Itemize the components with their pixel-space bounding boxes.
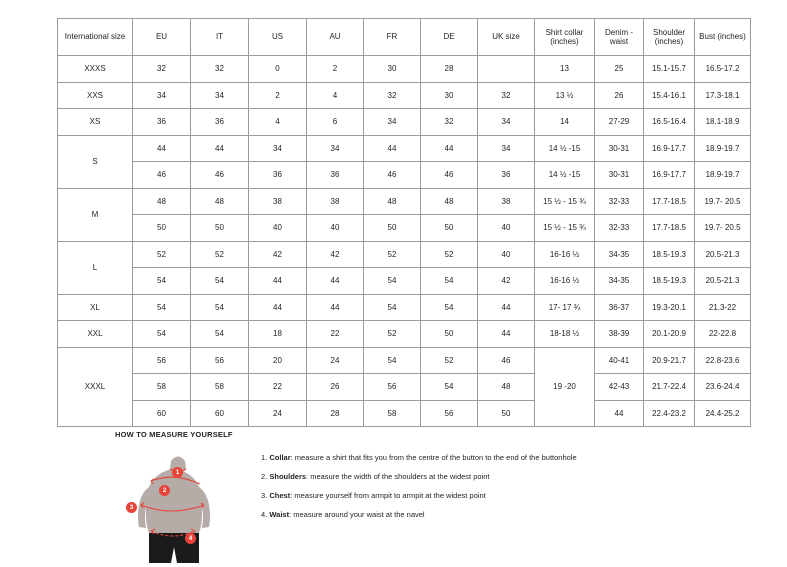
cell-shoulder: 17.7-18.5: [644, 188, 695, 215]
cell-uk-size: 40: [478, 215, 535, 242]
column-header-de: DE: [421, 19, 478, 56]
cell-fr: 46: [364, 162, 421, 189]
step-label: Chest: [269, 490, 291, 500]
measurement-step: [261, 472, 715, 483]
column-header-shirt-collar: Shirt collar (inches): [535, 19, 595, 56]
table-row: [58, 109, 751, 136]
size-chart-container: [57, 18, 746, 427]
cell-shoulder: 22.4-23.2: [644, 400, 695, 427]
column-header-eu: EU: [133, 19, 191, 56]
cell-international-size: XXL: [58, 321, 133, 348]
cell-denim-waist: 40-41: [595, 347, 644, 374]
cell-international-size: XXXS: [58, 56, 133, 83]
cell-us: 18: [249, 321, 307, 348]
size-chart-table: [57, 18, 751, 427]
cell-bust: 22-22.8: [695, 321, 751, 348]
cell-international-size: XL: [58, 294, 133, 321]
how-to-measure-title: HOW TO MEASURE YOURSELF: [115, 430, 233, 439]
callout-marker-1: 1: [172, 467, 183, 478]
callout-marker-2: 2: [159, 485, 170, 496]
step-label: Shoulders: [269, 471, 307, 481]
cell-shirt-collar: 16-16 ½: [535, 268, 595, 295]
cell-international-size: XXXL: [58, 347, 133, 427]
measurement-step: [261, 510, 715, 521]
cell-bust: 23.6-24.4: [695, 374, 751, 401]
cell-shirt-collar: 13 ½: [535, 82, 595, 109]
cell-it: 50: [191, 215, 249, 242]
cell-denim-waist: 44: [595, 400, 644, 427]
cell-fr: 32: [364, 82, 421, 109]
cell-de: 54: [421, 374, 478, 401]
table-row: [58, 82, 751, 109]
cell-de: 32: [421, 109, 478, 136]
step-number: 2.: [261, 471, 268, 481]
cell-bust: 19.7- 20.5: [695, 188, 751, 215]
cell-fr: 54: [364, 347, 421, 374]
cell-fr: 50: [364, 215, 421, 242]
cell-denim-waist: 30-31: [595, 135, 644, 162]
cell-bust: 20.5-21.3: [695, 268, 751, 295]
cell-uk-size: 44: [478, 294, 535, 321]
cell-denim-waist: 30-31: [595, 162, 644, 189]
cell-denim-waist: 32-33: [595, 215, 644, 242]
cell-international-size: L: [58, 241, 133, 294]
cell-us: 20: [249, 347, 307, 374]
cell-it: 54: [191, 268, 249, 295]
cell-de: 54: [421, 294, 478, 321]
step-number: 4.: [261, 509, 268, 519]
cell-de: 46: [421, 162, 478, 189]
cell-us: 44: [249, 268, 307, 295]
cell-fr: 58: [364, 400, 421, 427]
table-row: [58, 188, 751, 215]
cell-shirt-collar: 14 ½ -15: [535, 162, 595, 189]
cell-denim-waist: 36-37: [595, 294, 644, 321]
cell-it: 46: [191, 162, 249, 189]
cell-au: 44: [307, 294, 364, 321]
cell-au: 28: [307, 400, 364, 427]
cell-shoulder: 18.5-19.3: [644, 241, 695, 268]
cell-shirt-collar: 14 ½ -15: [535, 135, 595, 162]
measurement-step: [261, 491, 715, 502]
table-row: [58, 241, 751, 268]
cell-it: 52: [191, 241, 249, 268]
cell-bust: 16.5-17.2: [695, 56, 751, 83]
callout-marker-4: 4: [185, 533, 196, 544]
cell-bust: 22.8-23.6: [695, 347, 751, 374]
cell-de: 44: [421, 135, 478, 162]
cell-au: 26: [307, 374, 364, 401]
step-label: Collar: [269, 453, 291, 462]
cell-denim-waist: 34-35: [595, 241, 644, 268]
cell-shoulder: 20.1-20.9: [644, 321, 695, 348]
cell-bust: 18.9-19.7: [695, 135, 751, 162]
cell-shirt-collar: 13: [535, 56, 595, 83]
cell-denim-waist: 42-43: [595, 374, 644, 401]
cell-au: 2: [307, 56, 364, 83]
table-row: [58, 162, 751, 189]
cell-international-size: S: [58, 135, 133, 188]
table-row: [58, 268, 751, 295]
cell-us: 44: [249, 294, 307, 321]
cell-de: 28: [421, 56, 478, 83]
cell-international-size: M: [58, 188, 133, 241]
cell-it: 54: [191, 294, 249, 321]
cell-eu: 54: [133, 268, 191, 295]
cell-fr: 44: [364, 135, 421, 162]
step-number: 1.: [261, 453, 268, 462]
cell-eu: 58: [133, 374, 191, 401]
cell-au: 38: [307, 188, 364, 215]
cell-us: 36: [249, 162, 307, 189]
cell-it: 32: [191, 56, 249, 83]
cell-bust: 18.1-18.9: [695, 109, 751, 136]
cell-eu: 60: [133, 400, 191, 427]
cell-de: 30: [421, 82, 478, 109]
cell-au: 40: [307, 215, 364, 242]
cell-fr: 54: [364, 294, 421, 321]
cell-shirt-collar: 16-16 ½: [535, 241, 595, 268]
cell-bust: 20.5-21.3: [695, 241, 751, 268]
cell-eu: 32: [133, 56, 191, 83]
column-header-uk-size: UK size: [478, 19, 535, 56]
cell-eu: 48: [133, 188, 191, 215]
column-header-denim-waist: Denim - waist: [595, 19, 644, 56]
cell-shirt-collar: 15 ½ - 15 ¾: [535, 188, 595, 215]
table-row: [58, 215, 751, 242]
callout-marker-3: 3: [126, 502, 137, 513]
cell-denim-waist: 27-29: [595, 109, 644, 136]
cell-de: 48: [421, 188, 478, 215]
cell-fr: 34: [364, 109, 421, 136]
cell-us: 0: [249, 56, 307, 83]
cell-shoulder: 16.5-16.4: [644, 109, 695, 136]
step-label: Waist: [269, 509, 290, 519]
cell-uk-size: [478, 56, 535, 83]
cell-au: 34: [307, 135, 364, 162]
how-to-measure-section: [115, 430, 715, 565]
cell-shoulder: 18.5-19.3: [644, 268, 695, 295]
measurement-steps-list: [255, 445, 715, 529]
column-header-fr: FR: [364, 19, 421, 56]
cell-shoulder: 15.4-16.1: [644, 82, 695, 109]
table-body: [58, 56, 751, 427]
cell-it: 36: [191, 109, 249, 136]
cell-it: 54: [191, 321, 249, 348]
cell-it: 56: [191, 347, 249, 374]
cell-uk-size: 40: [478, 241, 535, 268]
table-row: [58, 347, 751, 374]
cell-fr: 52: [364, 321, 421, 348]
cell-au: 24: [307, 347, 364, 374]
cell-shoulder: 17.7-18.5: [644, 215, 695, 242]
cell-fr: 48: [364, 188, 421, 215]
cell-denim-waist: 32-33: [595, 188, 644, 215]
cell-au: 4: [307, 82, 364, 109]
cell-au: 36: [307, 162, 364, 189]
cell-de: 56: [421, 400, 478, 427]
cell-shirt-collar: 18-18 ½: [535, 321, 595, 348]
column-header-us: US: [249, 19, 307, 56]
column-header-au: AU: [307, 19, 364, 56]
body-figure: [115, 445, 255, 565]
cell-uk-size: 46: [478, 347, 535, 374]
cell-us: 38: [249, 188, 307, 215]
cell-eu: 54: [133, 294, 191, 321]
table-header-row: [58, 19, 751, 56]
cell-au: 44: [307, 268, 364, 295]
cell-it: 58: [191, 374, 249, 401]
cell-us: 40: [249, 215, 307, 242]
cell-us: 22: [249, 374, 307, 401]
step-text: : measure a shirt that fits you from the centre of the button to the end of the buttonhole: [290, 453, 577, 462]
cell-denim-waist: 25: [595, 56, 644, 83]
cell-uk-size: 34: [478, 135, 535, 162]
cell-it: 48: [191, 188, 249, 215]
cell-uk-size: 34: [478, 109, 535, 136]
cell-au: 22: [307, 321, 364, 348]
cell-international-size: XXS: [58, 82, 133, 109]
cell-eu: 56: [133, 347, 191, 374]
cell-shoulder: 16.9-17.7: [644, 162, 695, 189]
cell-shirt-collar: 15 ½ - 15 ¾: [535, 215, 595, 242]
cell-us: 4: [249, 109, 307, 136]
cell-eu: 54: [133, 321, 191, 348]
cell-eu: 34: [133, 82, 191, 109]
cell-us: 2: [249, 82, 307, 109]
cell-bust: 19.7- 20.5: [695, 215, 751, 242]
cell-denim-waist: 38-39: [595, 321, 644, 348]
cell-au: 42: [307, 241, 364, 268]
cell-de: 50: [421, 215, 478, 242]
cell-denim-waist: 34-35: [595, 268, 644, 295]
cell-bust: 18.9-19.7: [695, 162, 751, 189]
cell-shirt-collar: 19 -20: [535, 347, 595, 427]
step-text: : measure the width of the shoulders at the widest point: [306, 471, 490, 481]
table-row: [58, 400, 751, 427]
cell-eu: 50: [133, 215, 191, 242]
cell-bust: 21.3-22: [695, 294, 751, 321]
cell-shoulder: 16.9-17.7: [644, 135, 695, 162]
cell-uk-size: 38: [478, 188, 535, 215]
cell-eu: 52: [133, 241, 191, 268]
cell-shoulder: 21.7-22.4: [644, 374, 695, 401]
cell-eu: 36: [133, 109, 191, 136]
cell-us: 24: [249, 400, 307, 427]
cell-international-size: XS: [58, 109, 133, 136]
cell-it: 34: [191, 82, 249, 109]
column-header-shoulder: Shoulder (inches): [644, 19, 695, 56]
cell-de: 52: [421, 241, 478, 268]
cell-shoulder: 15.1-15.7: [644, 56, 695, 83]
column-header-bust: Bust (inches): [695, 19, 751, 56]
cell-de: 54: [421, 268, 478, 295]
table-row: [58, 294, 751, 321]
table-row: [58, 56, 751, 83]
cell-it: 44: [191, 135, 249, 162]
cell-uk-size: 44: [478, 321, 535, 348]
cell-fr: 54: [364, 268, 421, 295]
cell-uk-size: 42: [478, 268, 535, 295]
table-row: [58, 135, 751, 162]
cell-bust: 17.3-18.1: [695, 82, 751, 109]
table-row: [58, 321, 751, 348]
cell-shoulder: 20.9-21.7: [644, 347, 695, 374]
cell-denim-waist: 26: [595, 82, 644, 109]
cell-eu: 46: [133, 162, 191, 189]
cell-shirt-collar: 14: [535, 109, 595, 136]
cell-fr: 56: [364, 374, 421, 401]
cell-uk-size: 36: [478, 162, 535, 189]
cell-bust: 24.4-25.2: [695, 400, 751, 427]
step-number: 3.: [261, 490, 268, 500]
step-text: : measure around your waist at the navel: [289, 509, 425, 519]
step-text: : measure yourself from armpit to armpit at the widest point: [290, 490, 486, 500]
measurement-step: [261, 453, 715, 464]
cell-au: 6: [307, 109, 364, 136]
cell-fr: 52: [364, 241, 421, 268]
cell-uk-size: 50: [478, 400, 535, 427]
cell-us: 42: [249, 241, 307, 268]
cell-de: 50: [421, 321, 478, 348]
cell-fr: 30: [364, 56, 421, 83]
cell-it: 60: [191, 400, 249, 427]
cell-uk-size: 32: [478, 82, 535, 109]
cell-shoulder: 19.3-20.1: [644, 294, 695, 321]
cell-uk-size: 48: [478, 374, 535, 401]
cell-de: 52: [421, 347, 478, 374]
cell-us: 34: [249, 135, 307, 162]
column-header-it: IT: [191, 19, 249, 56]
table-row: [58, 374, 751, 401]
cell-shirt-collar: 17- 17 ¾: [535, 294, 595, 321]
column-header-international-size: International size: [58, 19, 133, 56]
cell-eu: 44: [133, 135, 191, 162]
